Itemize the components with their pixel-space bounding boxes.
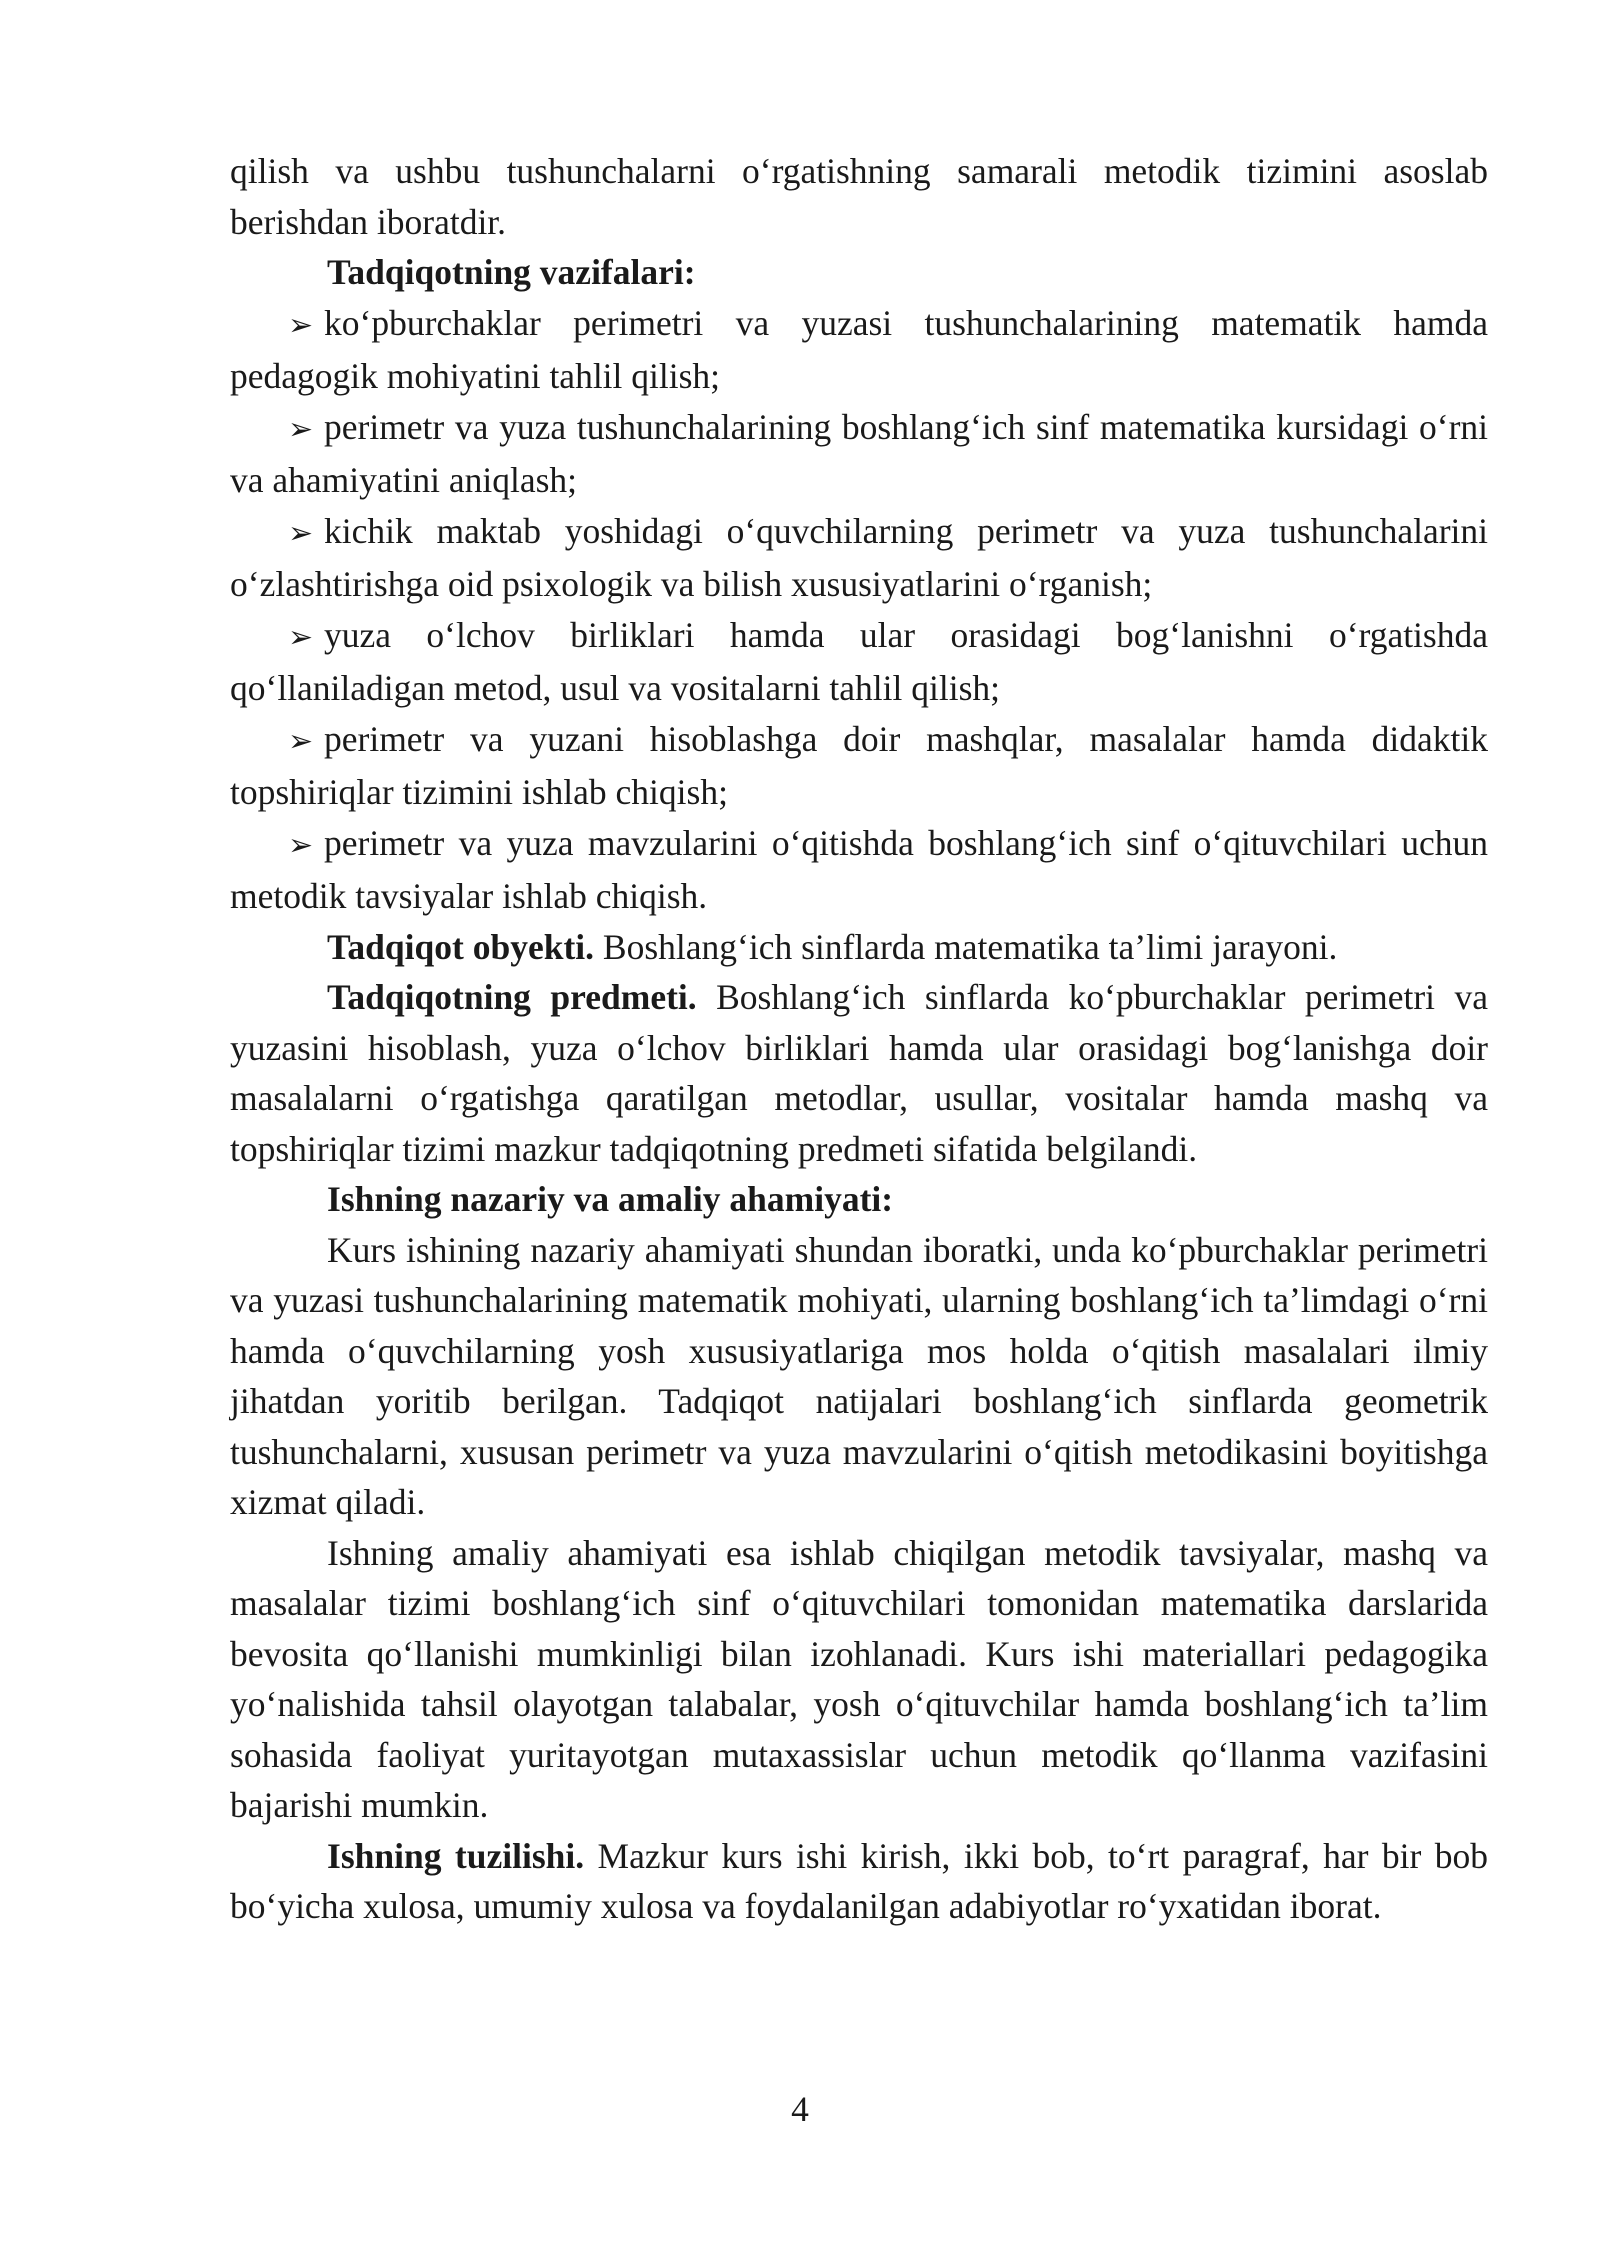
arrow-bullet-icon: ➢ <box>288 619 314 655</box>
theoretical-significance: Kurs ishining nazariy ahamiyati shundan iboratki, unda ko‘pburchaklar perimetri va yuzasi tushunchalarining matematik mohiyati, ularning boshlang‘ich ta’limdagi o‘rni hamda o‘quvchilarning yosh xususiyatlariga mos holda o‘qitish masalalari ilmiy jihatdan yoritib berilgan. Tadqiqot natijalari boshlang‘ich sinflarda geometrik tushunchalarni, xususan perimetr va yuza mavzularini o‘qitish metodikasini boyitishga xizmat qiladi. <box>230 1229 1488 1522</box>
work-structure-label: Ishning tuzilishi. <box>327 1835 585 1876</box>
task-item <box>230 402 1488 506</box>
intro-continuation: qilish va ushbu tushunchalarni o‘rgatishning samarali metodik tizimini asoslab berishdan iboratdir. <box>230 151 1488 242</box>
research-object-label: Tadqiqot obyekti. <box>327 926 595 967</box>
work-structure-text: Mazkur kurs ishi kirish, ikki bob, to‘rt paragraf, har bir bob bo‘yicha xulosa, umumiy xulosa va foydalanilgan adabiyotlar ro‘yxatidan iborat. <box>230 1835 1488 1926</box>
practical-significance: Ishning amaliy ahamiyati esa ishlab chiqilgan metodik tavsiyalar, mashq va masalalar tizimi boshlang‘ich sinf o‘qituvchilari tomonidan matematika darslarida bevosita qo‘llanishi mumkinligi bilan izohlanadi. Kurs ishi materiallari pedagogika yo‘nalishida tahsil olayotgan talabalar, yosh o‘qituvchilar hamda boshlang‘ich ta’lim sohasida faoliyat yuritayotgan mutaxassislar uchun metodik qo‘llanma vazifasini bajarishi mumkin. <box>230 1532 1488 1825</box>
research-object <box>230 922 1488 973</box>
research-subject-text: Boshlang‘ich sinflarda ko‘pburchaklar perimetri va yuzasini hisoblash, yuza o‘lchov birliklari hamda ular orasidagi bog‘lanishga doir masalalarni o‘rgatishga qaratilgan metodlar, usullar, vositalar hamda mashq va topshiriqlar tizimi mazkur tadqiqotning predmeti sifatida belgilandi. <box>230 977 1488 1169</box>
tasks-heading: Tadqiqotning vazifalari: <box>327 252 696 292</box>
research-subject-label: Tadqiqotning predmeti. <box>327 977 697 1017</box>
arrow-bullet-icon: ➢ <box>288 827 314 863</box>
arrow-bullet-icon: ➢ <box>288 307 314 343</box>
page-number: 4 <box>791 2089 809 2129</box>
task-item <box>230 506 1488 610</box>
task-item <box>230 818 1488 922</box>
work-structure <box>230 1831 1488 1932</box>
task-item-text: ko‘pburchaklar perimetri va yuzasi tushunchalarining matematik hamda pedagogik mohiyatini tahlil qilish; <box>230 302 1488 396</box>
tasks-list <box>230 298 1488 922</box>
arrow-bullet-icon: ➢ <box>288 411 314 447</box>
arrow-bullet-icon: ➢ <box>288 515 314 551</box>
task-item-text: perimetr va yuza mavzularini o‘qitishda boshlang‘ich sinf o‘qituvchilari uchun metodik tavsiyalar ishlab chiqish. <box>230 822 1488 916</box>
task-item <box>230 714 1488 818</box>
task-item-text: kichik maktab yoshidagi o‘quvchilarning perimetr va yuza tushunchalarini o‘zlashtirishga oid psixologik va bilish xususiyatlarini o‘rganish; <box>230 510 1488 604</box>
task-item-text: yuza o‘lchov birliklari hamda ular orasidagi bog‘lanishni o‘rgatishda qo‘llaniladigan metod, usul va vositalarni tahlil qilish; <box>230 614 1488 708</box>
document-page <box>230 146 1488 1932</box>
task-item <box>230 298 1488 402</box>
significance-heading: Ishning nazariy va amaliy ahamiyati: <box>327 1179 894 1219</box>
task-item-text: perimetr va yuzani hisoblashga doir mashqlar, masalalar hamda didaktik topshiriqlar tizimini ishlab chiqish; <box>230 718 1488 812</box>
task-item <box>230 610 1488 714</box>
arrow-bullet-icon: ➢ <box>288 723 314 759</box>
research-object-text: Boshlang‘ich sinflarda matematika ta’limi jarayoni. <box>594 926 1338 967</box>
research-subject <box>230 972 1488 1174</box>
task-item-text: perimetr va yuza tushunchalarining boshlang‘ich sinf matematika kursidagi o‘rni va ahamiyatini aniqlash; <box>230 406 1488 500</box>
